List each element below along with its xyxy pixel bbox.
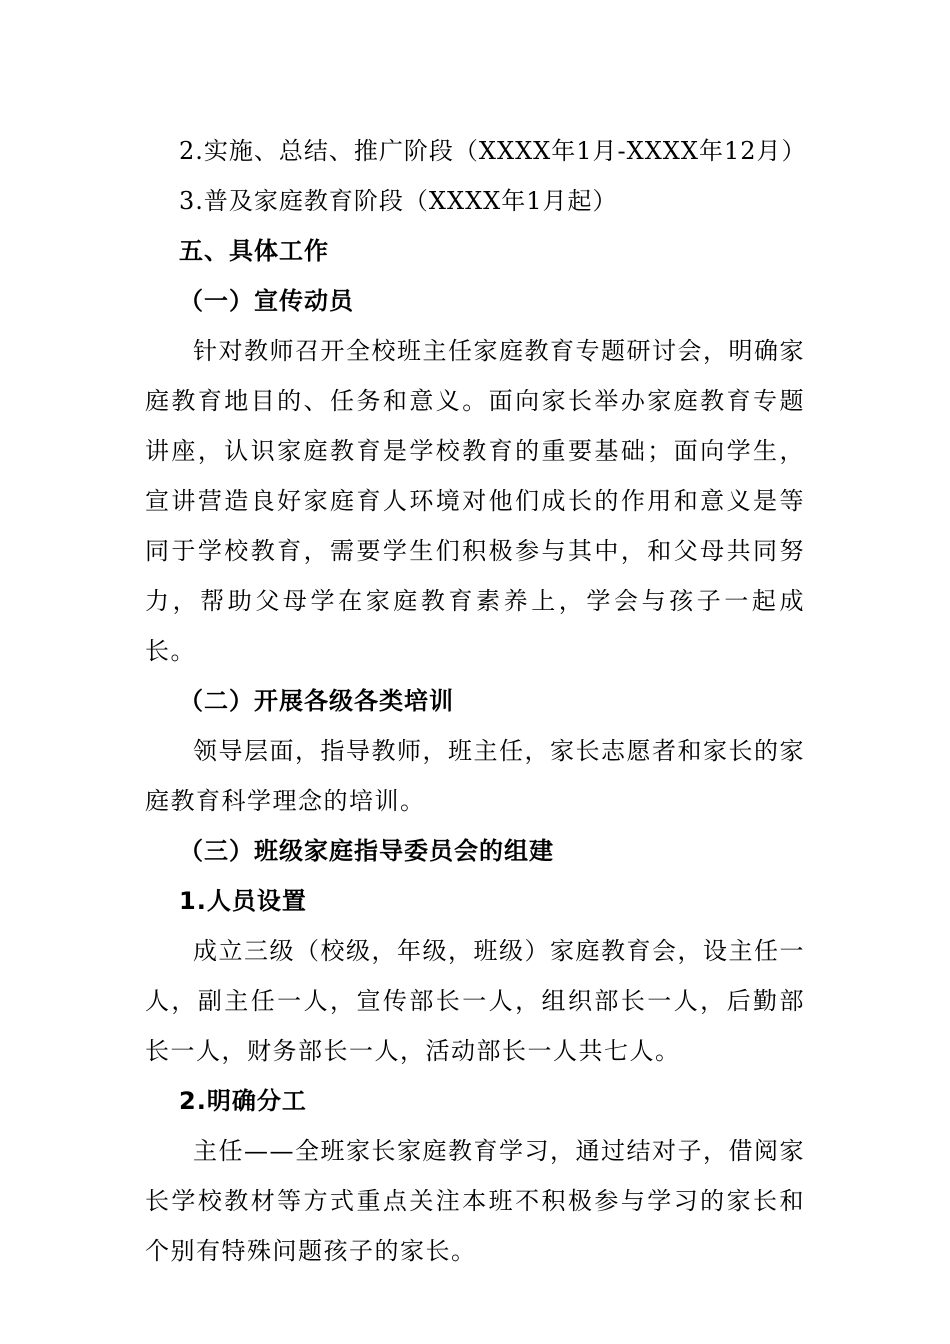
subsection-1-paragraph: 针对教师召开全校班主任家庭教育专题研讨会，明确家庭教育地目的、任务和意义。面向家长举办家庭教育专题讲座，认识家庭教育是学校教育的重要基础；面向学生，宣讲营造良好家庭育人环境对他们成长的作用和意义是等同于学校教育，需要学生们积极参与其中，和父母共同努力，帮助父母学在家庭教育素养上，学会与孩子一起成长。 xyxy=(145,337,805,665)
stage-3-line: 3.普及家庭教育阶段（XXXX年1月起） xyxy=(179,187,618,215)
item-1-paragraph: 成立三级（校级，年级，班级）家庭教育会，设主任一人，副主任一人，宣传部长一人，组织部长一人，后勤部长一人，财务部长一人，活动部长一人共七人。 xyxy=(145,937,805,1065)
document-body xyxy=(145,126,805,1276)
subsection-1-heading: （一）宣传动员 xyxy=(179,287,354,315)
item-1-heading: 1.人员设置 xyxy=(179,887,307,915)
item-2-heading: 2.明确分工 xyxy=(179,1087,307,1115)
section-5-heading: 五、具体工作 xyxy=(179,237,329,265)
subsection-2-paragraph: 领导层面，指导教师，班主任，家长志愿者和家长的家庭教育科学理念的培训。 xyxy=(145,737,805,815)
subsection-3-heading: （三）班级家庭指导委员会的组建 xyxy=(179,837,554,865)
item-2-paragraph: 主任——全班家长家庭教育学习，通过结对子，借阅家长学校教材等方式重点关注本班不积极参与学习的家长和个别有特殊问题孩子的家长。 xyxy=(145,1137,805,1265)
stage-2-line: 2.实施、总结、推广阶段（XXXX年1月-XXXX年12月） xyxy=(179,137,807,165)
subsection-2-heading: （二）开展各级各类培训 xyxy=(179,687,454,715)
